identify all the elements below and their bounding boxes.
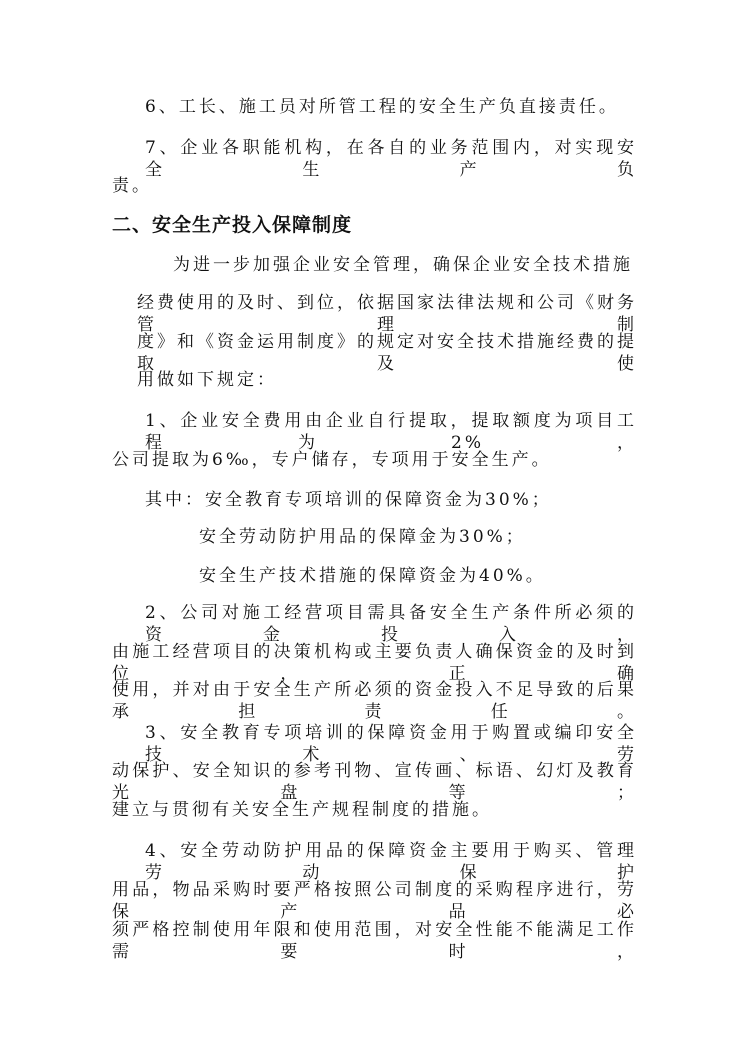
clause-3-cont: 动保护、安全知识的参考刊物、宣传画、标语、幻灯及教育光盘等； xyxy=(112,761,637,803)
clause-1-cont: 公司提取为6‰，专户储存，专项用于安全生产。 xyxy=(112,450,552,470)
allocation-protection: 安全劳动防护用品的保障金为30%； xyxy=(199,527,526,547)
paragraph-item-7-cont: 责。 xyxy=(112,176,152,196)
intro-paragraph-cont: 用做如下规定： xyxy=(137,370,277,390)
clause-2: 2、公司对施工经营项目需具备安全生产条件所必须的资金投入， xyxy=(145,603,637,645)
allocation-education: 其中：安全教育专项培训的保障资金为30%； xyxy=(145,490,552,510)
clause-4: 4、安全劳动防护用品的保障资金主要用于购买、管理劳动保护 xyxy=(145,841,637,883)
clause-3: 3、安全教育专项培训的保障资金用于购置或编印安全技术、劳 xyxy=(145,723,637,765)
clause-1: 1、企业安全费用由企业自行提取，提取额度为项目工程为2%， xyxy=(145,411,637,453)
clause-3-cont: 建立与贯彻有关安全生产规程制度的措施。 xyxy=(112,800,492,820)
intro-paragraph-cont: 经费使用的及时、到位，依据国家法律法规和公司《财务管理制 xyxy=(137,293,637,335)
paragraph-item-7: 7、企业各职能机构，在各自的业务范围内，对实现安全生产负 xyxy=(145,138,637,180)
allocation-technical: 安全生产技术措施的保障资金为40%。 xyxy=(199,566,546,586)
section-heading: 二、安全生产投入保障制度 xyxy=(112,214,353,236)
intro-paragraph: 为进一步加强企业安全管理，确保企业安全技术措施 xyxy=(173,255,633,275)
paragraph-item-6: 6、工长、施工员对所管工程的安全生产负直接责任。 xyxy=(145,97,619,117)
clause-2-cont: 由施工经营项目的决策机构或主要负责人确保资金的及时到位，正确 xyxy=(112,642,637,684)
clause-4-cont: 须严格控制使用年限和使用范围，对安全性能不能满足工作需要时， xyxy=(112,920,637,962)
clause-4-cont: 用品，物品采购时要严格按照公司制度的采购程序进行，劳保产品必 xyxy=(112,880,637,922)
clause-2-cont: 使用，并对由于安全生产所必须的资金投入不足导致的后果承担责任。 xyxy=(112,680,637,722)
intro-paragraph-cont: 度》和《资金运用制度》的规定对安全技术措施经费的提取及使 xyxy=(137,332,637,374)
